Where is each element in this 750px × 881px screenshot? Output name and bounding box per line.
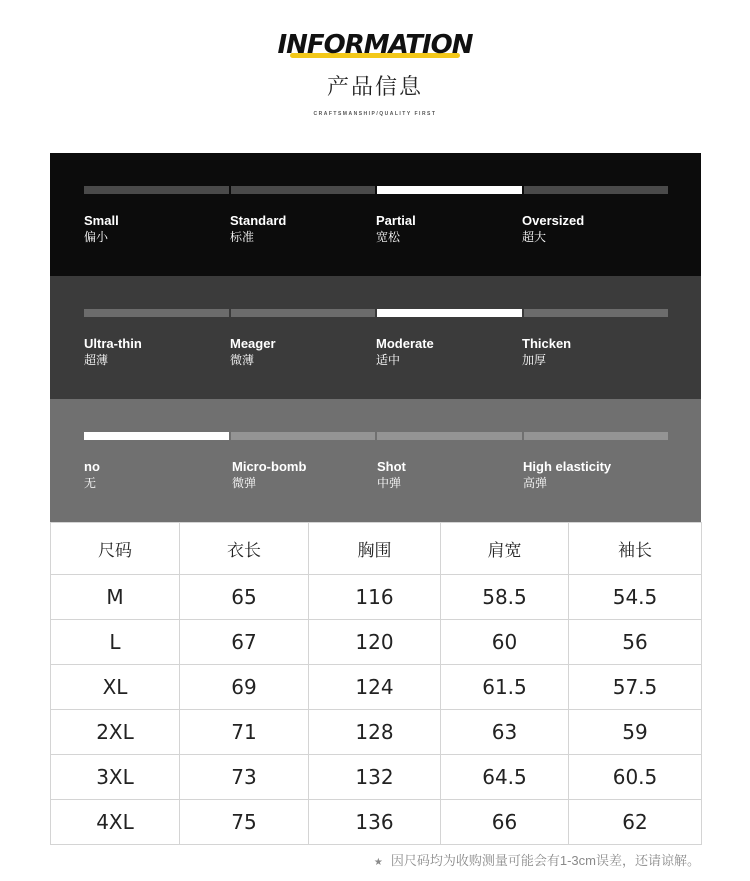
cell-length: 67 bbox=[180, 620, 309, 665]
fit-scale-bars bbox=[84, 186, 668, 194]
elasticity-option-high bbox=[523, 459, 611, 491]
thickness-bar-0 bbox=[84, 309, 229, 317]
thickness-option-zh: 加厚 bbox=[522, 353, 547, 367]
thickness-option-zh: 适中 bbox=[376, 353, 401, 367]
cell-size: XL bbox=[51, 665, 180, 710]
elasticity-option-en: Shot bbox=[377, 459, 406, 474]
cell-shoulder: 64.5 bbox=[441, 755, 569, 800]
elasticity-option-shot bbox=[377, 459, 406, 491]
cell-chest: 124 bbox=[309, 665, 441, 710]
fit-option-small bbox=[84, 213, 119, 245]
measurement-note bbox=[374, 850, 700, 869]
fit-option-en: Partial bbox=[376, 213, 416, 228]
table-row bbox=[51, 710, 702, 755]
header-size: 尺码 bbox=[51, 523, 180, 575]
fit-option-zh: 宽松 bbox=[376, 230, 401, 244]
elasticity-option-en: High elasticity bbox=[523, 459, 612, 474]
cell-length: 71 bbox=[180, 710, 309, 755]
fit-option-zh: 超大 bbox=[522, 230, 547, 244]
fit-option-zh: 标准 bbox=[230, 230, 255, 244]
cell-chest: 120 bbox=[309, 620, 441, 665]
elasticity-bar-3 bbox=[524, 432, 669, 440]
thickness-option-meager bbox=[230, 336, 276, 368]
measurement-note-text: 因尺码均为收购测量可能会有1-3cm误差，还请谅解。 bbox=[390, 853, 700, 868]
elasticity-option-zh: 中弹 bbox=[377, 476, 402, 490]
table-row bbox=[51, 665, 702, 710]
thickness-option-en: Ultra-thin bbox=[84, 336, 142, 351]
elasticity-option-micro-bomb bbox=[232, 459, 306, 491]
fit-bar-0 bbox=[84, 186, 229, 194]
thickness-bar-1 bbox=[231, 309, 376, 317]
elasticity-scale-bars bbox=[84, 432, 668, 440]
fit-option-standard bbox=[230, 213, 286, 245]
table-row bbox=[51, 575, 702, 620]
elasticity-option-zh: 无 bbox=[84, 476, 97, 490]
fit-option-en: Oversized bbox=[522, 213, 585, 228]
thickness-option-zh: 超薄 bbox=[84, 353, 109, 367]
header-sleeve: 袖长 bbox=[569, 523, 702, 575]
elasticity-bar-2 bbox=[377, 432, 522, 440]
fit-option-oversized bbox=[522, 213, 584, 245]
table-row bbox=[51, 620, 702, 665]
elasticity-option-en: Micro-bomb bbox=[232, 459, 307, 474]
cell-shoulder: 66 bbox=[441, 800, 569, 845]
cell-sleeve: 59 bbox=[569, 710, 702, 755]
elasticity-option-none bbox=[84, 459, 100, 491]
cell-size: 3XL bbox=[51, 755, 180, 800]
cell-shoulder: 61.5 bbox=[441, 665, 569, 710]
cell-sleeve: 60.5 bbox=[569, 755, 702, 800]
cell-shoulder: 63 bbox=[441, 710, 569, 755]
star-icon: ★ bbox=[373, 857, 383, 868]
fit-bar-3 bbox=[524, 186, 669, 194]
cell-shoulder: 60 bbox=[441, 620, 569, 665]
cell-chest: 116 bbox=[309, 575, 441, 620]
elasticity-scale bbox=[50, 399, 701, 522]
cell-length: 65 bbox=[180, 575, 309, 620]
thickness-option-moderate bbox=[376, 336, 434, 368]
cell-chest: 128 bbox=[309, 710, 441, 755]
cell-length: 69 bbox=[180, 665, 309, 710]
cell-size: M bbox=[51, 575, 180, 620]
size-chart-table bbox=[50, 522, 702, 845]
header-length: 衣长 bbox=[180, 523, 309, 575]
elasticity-option-zh: 高弹 bbox=[523, 476, 548, 490]
cell-length: 73 bbox=[180, 755, 309, 800]
cell-sleeve: 56 bbox=[569, 620, 702, 665]
header-shoulder: 肩宽 bbox=[441, 523, 569, 575]
size-header-row bbox=[51, 523, 702, 575]
elasticity-option-en: no bbox=[84, 459, 100, 474]
fit-option-en: Standard bbox=[230, 213, 287, 228]
elasticity-bar-1 bbox=[231, 432, 376, 440]
fit-option-zh: 偏小 bbox=[84, 230, 109, 244]
elasticity-option-zh: 微弹 bbox=[232, 476, 257, 490]
header-chest: 胸围 bbox=[309, 523, 441, 575]
cell-sleeve: 54.5 bbox=[569, 575, 702, 620]
cell-sleeve: 57.5 bbox=[569, 665, 702, 710]
cell-size: L bbox=[51, 620, 180, 665]
thickness-option-zh: 微薄 bbox=[230, 353, 255, 367]
thickness-option-en: Thicken bbox=[522, 336, 572, 351]
fit-bar-1 bbox=[231, 186, 376, 194]
thickness-option-ultra-thin bbox=[84, 336, 142, 368]
cell-size: 4XL bbox=[51, 800, 180, 845]
thickness-bar-3 bbox=[524, 309, 669, 317]
elasticity-bar-0 bbox=[84, 432, 229, 440]
fit-option-en: Small bbox=[84, 213, 119, 228]
info-title: INFORMATION bbox=[277, 30, 473, 60]
cell-chest: 132 bbox=[309, 755, 441, 800]
info-header bbox=[0, 0, 750, 150]
thickness-option-en: Moderate bbox=[376, 336, 434, 351]
product-info-subtitle: 产品信息 bbox=[326, 74, 423, 99]
thickness-scale bbox=[50, 276, 701, 399]
thickness-option-thicken bbox=[522, 336, 571, 368]
cell-shoulder: 58.5 bbox=[441, 575, 569, 620]
thickness-scale-bars bbox=[84, 309, 668, 317]
fit-bar-2 bbox=[377, 186, 522, 194]
cell-size: 2XL bbox=[51, 710, 180, 755]
thickness-option-en: Meager bbox=[230, 336, 276, 351]
thickness-bar-2 bbox=[377, 309, 522, 317]
table-row bbox=[51, 800, 702, 845]
cell-chest: 136 bbox=[309, 800, 441, 845]
tagline: CRAFTSMANSHIP/QUALITY FIRST bbox=[313, 111, 437, 117]
fit-scale bbox=[50, 153, 701, 276]
cell-sleeve: 62 bbox=[569, 800, 702, 845]
fit-option-partial bbox=[376, 213, 416, 245]
table-row bbox=[51, 755, 702, 800]
cell-length: 75 bbox=[180, 800, 309, 845]
